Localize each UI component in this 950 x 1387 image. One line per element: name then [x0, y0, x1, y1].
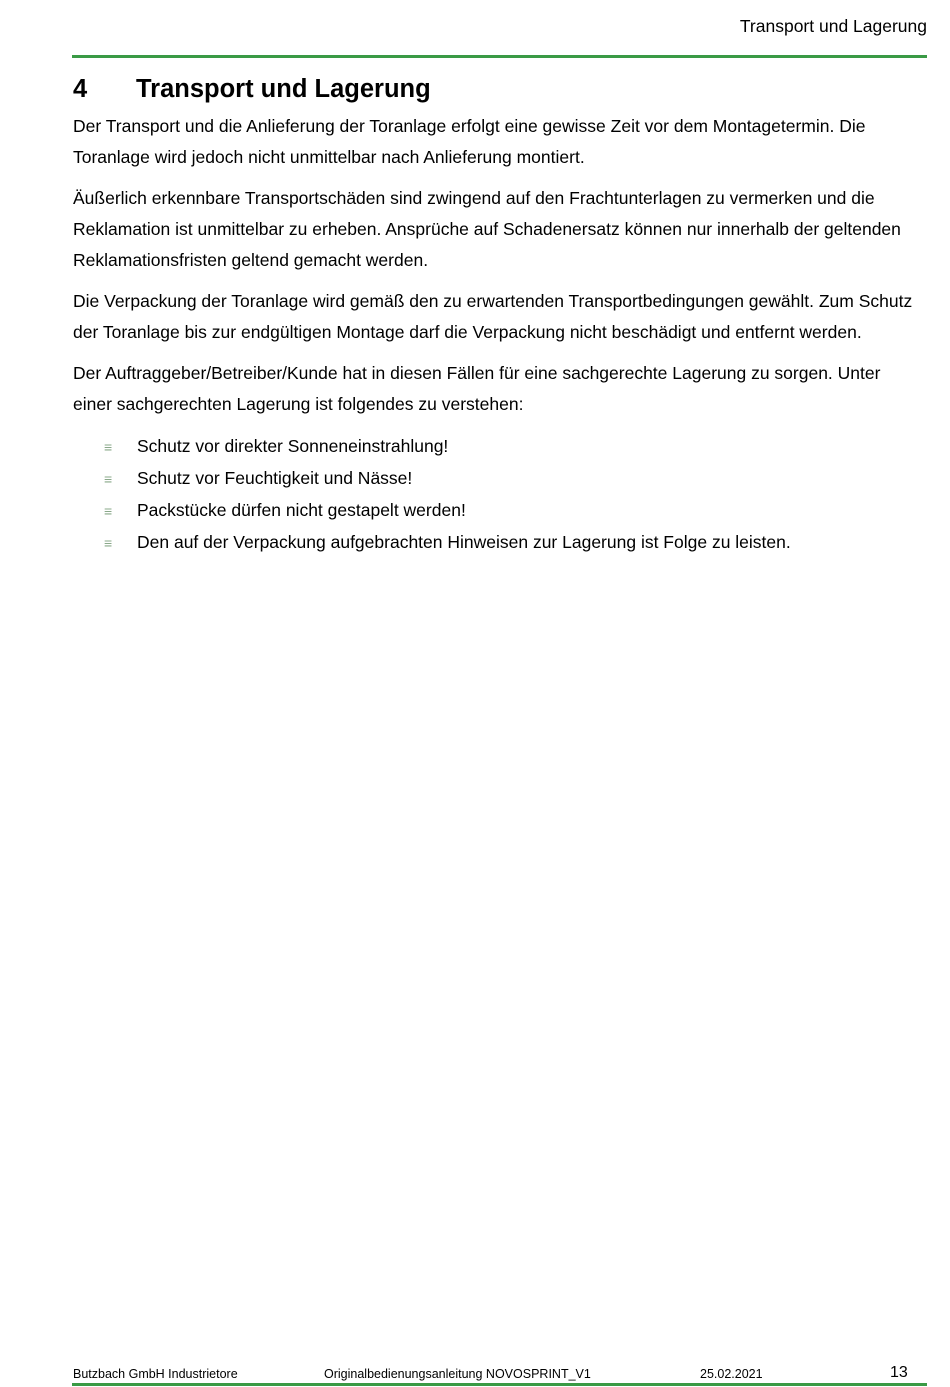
list-item	[73, 494, 923, 526]
paragraph-delivery: Der Transport und die Anlieferung der Toranlage erfolgt eine gewisse Zeit vor dem Montagetermin. Die Toranlage wird jedoch nicht unmittelbar nach Anlieferung montiert.	[73, 116, 866, 167]
header-rule	[72, 55, 927, 58]
running-header: Transport und Lagerung	[739, 16, 927, 36]
paragraph-packaging: Die Verpackung der Toranlage wird gemäß den zu erwartenden Transportbedingungen gewählt. Zum Schutz der Toranlage bis zur endgültigen Montage darf die Verpackung nicht beschädigt und entfernt werden.	[73, 291, 913, 342]
footer-document: Originalbedienungsanleitung NOVOSPRINT_V1	[324, 1367, 591, 1381]
list-item-text: Packstücke dürfen nicht gestapelt werden!	[137, 500, 466, 520]
chapter-heading	[73, 72, 431, 106]
list-item-text: Den auf der Verpackung aufgebrachten Hinweisen zur Lagerung ist Folge zu leisten.	[137, 532, 791, 552]
chapter-title: Transport und Lagerung	[136, 75, 431, 103]
list-item-text: Schutz vor Feuchtigkeit und Nässe!	[137, 468, 413, 488]
list-bullet-icon: ≡	[104, 503, 113, 519]
list-bullet-icon: ≡	[104, 471, 113, 487]
chapter-number: 4	[73, 75, 88, 103]
paragraph-storage: Der Auftraggeber/Betreiber/Kunde hat in diesen Fällen für eine sachgerechte Lagerung zu sorgen. Unter einer sachgerechten Lagerung ist folgendes zu verstehen:	[73, 363, 881, 414]
list-item	[73, 430, 923, 462]
page-number: 13	[890, 1364, 908, 1381]
list-bullet-icon: ≡	[104, 535, 113, 551]
list-item-text: Schutz vor direkter Sonneneinstrahlung!	[137, 436, 449, 456]
list-bullet-icon: ≡	[104, 439, 113, 455]
list-item	[73, 462, 923, 494]
footer-date: 25.02.2021	[700, 1367, 763, 1381]
storage-requirements-list	[73, 430, 923, 558]
footer-rule	[72, 1383, 927, 1386]
list-item	[73, 526, 923, 558]
body-content	[73, 111, 923, 558]
footer-company: Butzbach GmbH Industrietore	[73, 1367, 238, 1381]
paragraph-damage: Äußerlich erkennbare Transportschäden sind zwingend auf den Frachtunterlagen zu vermerken und die Reklamation ist unmittelbar zu erheben. Ansprüche auf Schadenersatz können nur innerhalb der geltenden Reklamationsfristen geltend gemacht werden.	[73, 188, 901, 270]
